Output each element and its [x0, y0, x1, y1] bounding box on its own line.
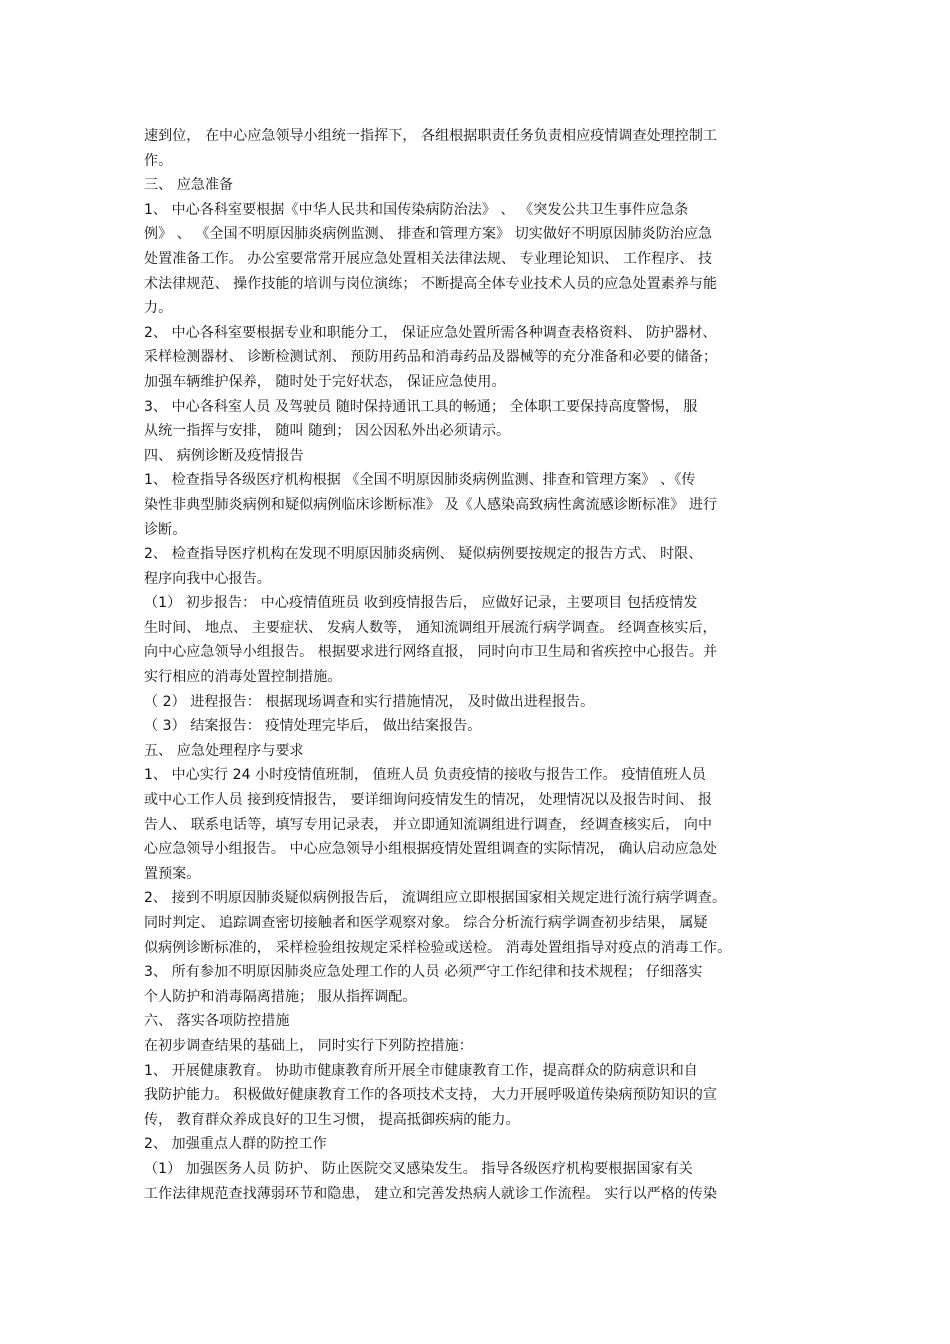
text-line: （ 2） 进程报告： 根据现场调查和实行措施情况， 及时做出进程报告。	[144, 693, 595, 710]
document-body	[144, 124, 844, 1206]
text-line: 向中心应急领导小组报告。 根据要求进行网络直报， 同时向市卫生局和省疾控中心报告。并	[144, 644, 718, 661]
text-line: 从统一指挥与安排， 随叫 随到； 因公因私外出必须请示。	[144, 423, 511, 440]
text-line: 加强车辆维护保养， 随时处于完好状态， 保证应急使用。	[144, 373, 506, 390]
text-line: 染性非典型肺炎病例和疑似病例临床诊断标准》 及《人感染高致病性禽流感诊断标准》 进行	[144, 496, 718, 513]
section-heading: 四、 病例诊断及疫情报告	[144, 447, 304, 464]
section-heading: 五、 应急处理程序与要求	[144, 742, 304, 759]
text-line: 1、 开展健康教育。 协助市健康教育所开展全市健康教育工作，提高群众的防病意识和自	[144, 1062, 698, 1079]
text-line: 告人、 联系电话等，填写专用记录表， 并立即通知流调组进行调查， 经调查核实后， 向中	[144, 816, 713, 833]
text-line: 生时间、 地点、 主要症状、 发病人数等， 通知流调组开展流行病学调查。 经调查核实后，	[144, 619, 717, 636]
text-line: 个人防护和消毒隔离措施； 服从指挥调配。	[144, 988, 417, 1005]
text-line: 速到位， 在中心应急领导小组统一指挥下， 各组根据职责任务负责相应疫情调查处理控制工	[144, 128, 718, 144]
text-line: 2、 加强重点人群的防控工作	[144, 1136, 327, 1153]
text-line: 力。	[144, 300, 173, 317]
text-line: 似病例诊断标准的， 采样检验组按规定采样检验或送检。 消毒处置组指导对疫点的消毒工作。	[144, 939, 732, 956]
text-line: 在初步调查结果的基础上， 同时实行下列防控措施：	[144, 1037, 473, 1054]
text-line: 采样检测器材、 诊断检测试剂、 预防用药品和消毒药品及器械等的充分准备和必要的储备；	[144, 349, 718, 366]
text-line: 2、 接到不明原因肺炎疑似病例报告后， 流调组应立即根据国家相关规定进行流行病学调查。	[144, 890, 727, 907]
text-line: 程序向我中心报告。	[144, 570, 271, 587]
section-heading: 三、 应急准备	[144, 177, 234, 194]
text-line: 2、 检查指导医疗机构在发现不明原因肺炎病例、 疑似病例要按规定的报告方式、 时限、	[144, 546, 703, 563]
text-line: 同时判定、 追踪调查密切接触者和医学观察对象。 综合分析流行病学调查初步结果， 属疑	[144, 915, 708, 931]
text-line: 2、 中心各科室要根据专业和职能分工， 保证应急处置所需各种调查表格资料、 防护器材、	[144, 324, 717, 341]
text-line: 工作法律规范查找薄弱环节和隐患， 建立和完善发热病人就诊工作流程。 实行以严格的传染	[144, 1185, 718, 1202]
text-line: 处置准备工作。 办公室要常常开展应急处置相关法律法规、 专业理论知识、 工作程序、 技	[144, 250, 713, 267]
text-line: 3、 所有参加不明原因肺炎应急处理工作的人员 必须严守工作纪律和技术规程； 仔细落实	[144, 964, 703, 981]
text-line: 诊断。	[144, 521, 187, 538]
text-line: 1、 中心各科室要根据《中华人民共和国传染病防治法》 、 《突发公共卫生事件应急条	[144, 201, 689, 218]
text-line: 1、 检查指导各级医疗机构根据 《全国不明原因肺炎病例监测、排查和管理方案》 、《传	[144, 472, 696, 489]
text-line: 例》 、 《全国不明原因肺炎病例监测、 排查和管理方案》 切实做好不明原因肺炎防治应急	[144, 226, 713, 243]
text-line: 我防护能力。 积极做好健康教育工作的各项技术支持， 大力开展呼吸道传染病预防知识的宣	[144, 1087, 718, 1104]
text-line: 实行相应的消毒处置控制措施。	[144, 669, 342, 686]
text-line: （1） 初步报告： 中心疫情值班员 收到疫情报告后， 应做好记录，主要项目 包括疫情发	[144, 595, 698, 612]
text-line: 传， 教育群众养成良好的卫生习惯， 提高抵御疾病的能力。	[144, 1111, 520, 1128]
text-line: 3、 中心各科室人员 及驾驶员 随时保持通讯工具的畅通； 全体职工要保持高度警惕， 服	[144, 398, 698, 415]
text-line: 置预案。	[144, 865, 201, 882]
text-line: 1、 中心实行 24 小时疫情值班制， 值班人员 负责疫情的接收与报告工作。 疫情值班人员	[144, 767, 706, 784]
text-line: （1） 加强医务人员 防护、 防止医院交叉感染发生。 指导各级医疗机构要根据国家有关	[144, 1160, 693, 1177]
text-line: 或中心工作人员 接到疫情报告， 要详细询问疫情发生的情况， 处理情况以及报告时间、 报	[144, 792, 713, 809]
text-line: 作。	[144, 152, 173, 169]
text-line: 心应急领导小组报告。 中心应急领导小组根据疫情处置组调查的实际情况， 确认启动应急处	[144, 841, 718, 858]
text-line: （ 3） 结案报告： 疫情处理完毕后， 做出结案报告。	[144, 718, 482, 735]
text-line: 术法律规范、 操作技能的培训与岗位演练； 不断提高全体专业技术人员的应急处置素养与能	[144, 275, 718, 292]
section-heading: 六、 落实各项防控措施	[144, 1013, 290, 1030]
